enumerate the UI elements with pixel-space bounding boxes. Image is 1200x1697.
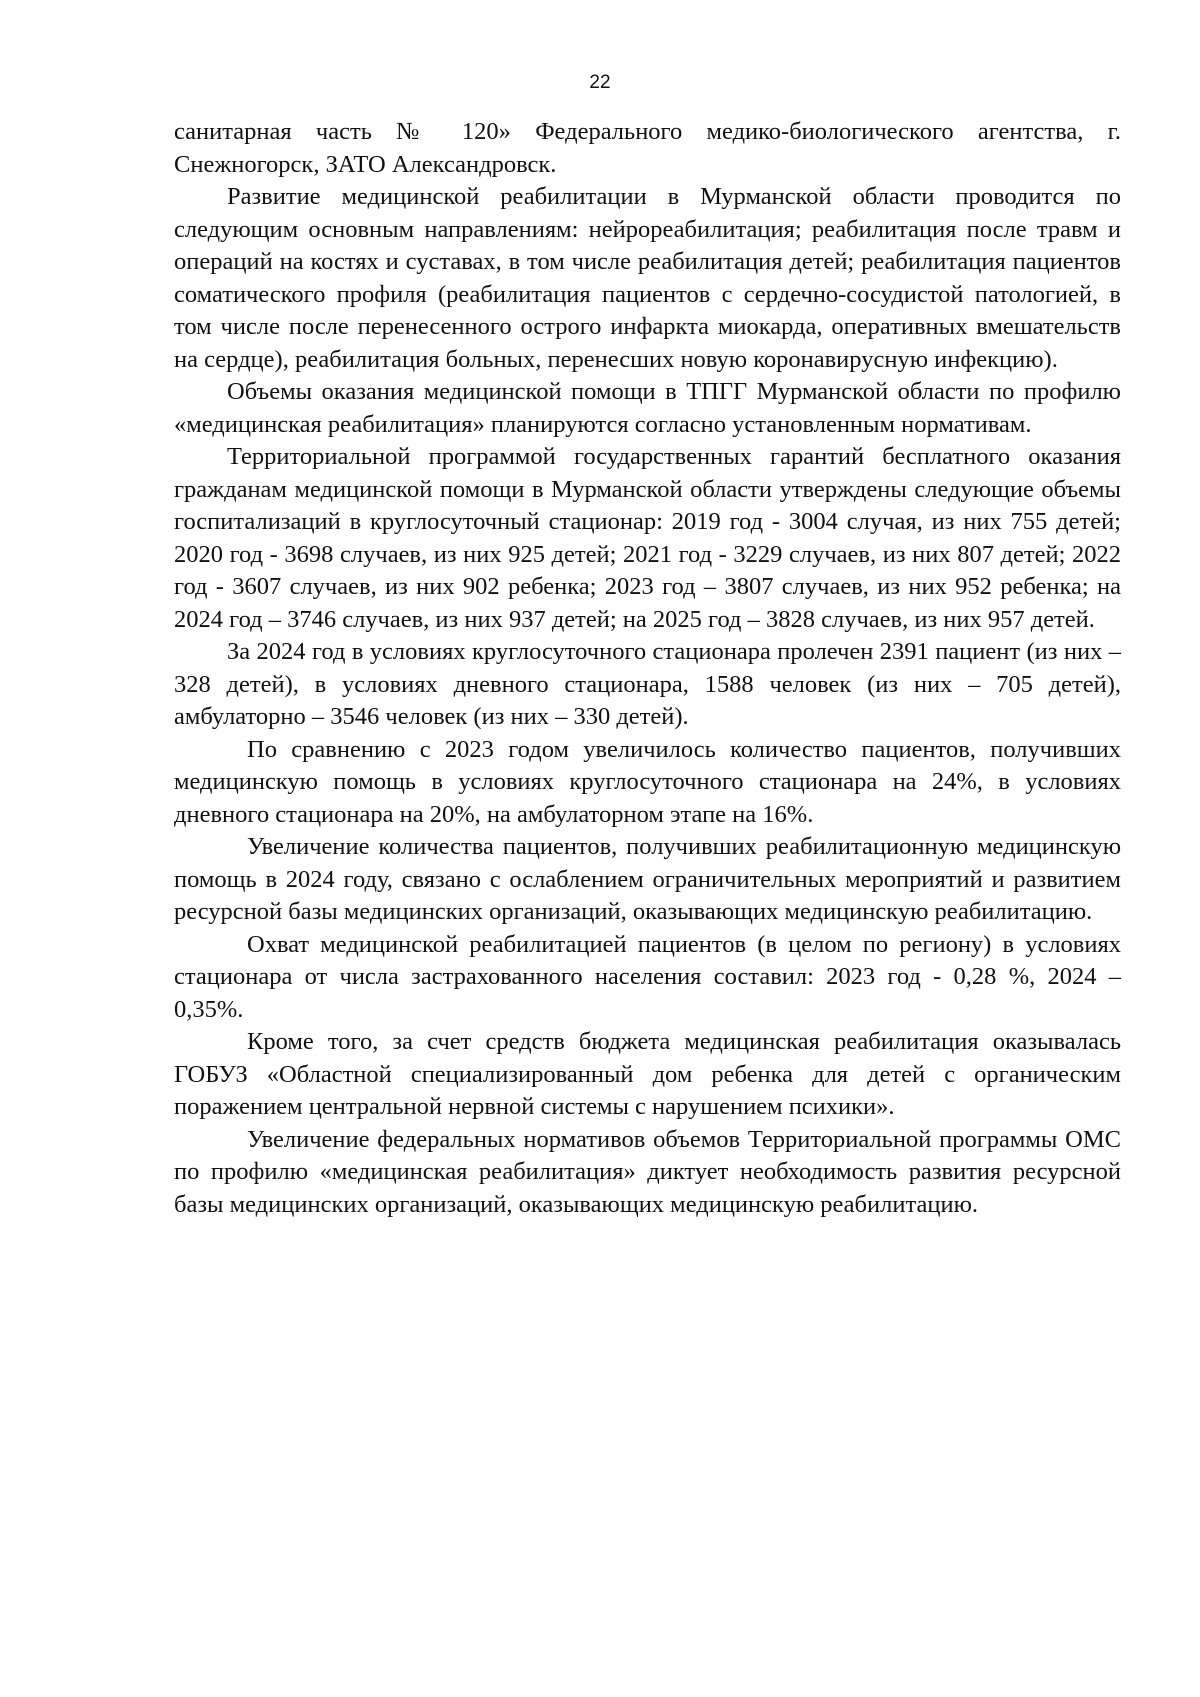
paragraph-continuation: санитарная часть № 120» Федерального медико-биологического агентства, г. Снежногорск, ЗАТО Александровск.: [174, 118, 1121, 178]
paragraph-rehab-directions: Развитие медицинской реабилитации в Мурманской области проводится по следующим основным направлениям: нейрореабилитация; реабилитация после травм и операций на костях и суставах, в том числе реабилитация детей; реабилитация пациентов соматического профиля (реабилитация пациентов с сердечно-сосудистой патологией, в том числе после перенесенного острого инфаркта миокарда, оперативных вмешательств на сердце), реабилитация больных, перенесших новую коронавирусную инфекцию).: [174, 183, 1121, 373]
paragraph-hospitalization-volumes: Территориальной программой государственных гарантий бесплатного оказания гражданам медицинской помощи в Мурманской области утверждены следующие объемы госпитализаций в круглосуточный стационар: 2019 год - 3004 случая, из них 755 детей; 2020 год - 3698 случаев, из них 925 детей; 2021 год - 3229 случаев, из них 807 детей; 2022 год - 3607 случаев, из них 902 ребенка; 2023 год – 3807 случаев, из них 952 ребенка; на 2024 год – 3746 случаев, из них 937 детей; на 2025 год – 3828 случаев, из них 957 детей.: [174, 443, 1121, 633]
paragraph-2024-treated: За 2024 год в условиях круглосуточного стационара пролечен 2391 пациент (из них – 328 детей), в условиях дневного стационара, 1588 человек (из них – 705 детей), амбулаторно – 3546 человек (из них – 330 детей).: [174, 638, 1121, 730]
document-body: [174, 116, 1121, 1221]
paragraph-coverage: Охват медицинской реабилитацией пациентов (в целом по региону) в условиях стационара от числа застрахованного населения составил: 2023 год - 0,28 %, 2024 – 0,35%.: [174, 930, 1121, 1023]
paragraph-budget-funding: Кроме того, за счет средств бюджета медицинская реабилитация оказывалась ГОБУЗ «Областной специализированный дом ребенка для детей с органическим поражением центральной нервной системы с нарушением психики».: [174, 1028, 1121, 1120]
paragraph-federal-norms: Увеличение федеральных нормативов объемов Территориальной программы ОМС по профилю «медицинская реабилитация» диктует необходимость развития ресурсной базы медицинских организаций, оказывающих медицинскую реабилитацию.: [174, 1125, 1121, 1218]
paragraph-volumes-planning: Объемы оказания медицинской помощи в ТПГГ Мурманской области по профилю «медицинская реабилитация» планируются согласно установленным нормативам.: [174, 378, 1121, 438]
paragraph-increase-reasons: Увеличение количества пациентов, получивших реабилитационную медицинскую помощь в 2024 году, связано с ослаблением ограничительных мероприятий и развитием ресурсной базы медицинских организаций, оказывающих медицинскую реабилитацию.: [174, 833, 1121, 925]
paragraph-comparison-2023: По сравнению с 2023 годом увеличилось количество пациентов, получивших медицинскую помощь в условиях круглосуточного стационара на 24%, в условиях дневного стационара на 20%, на амбулаторном этапе на 16%.: [174, 735, 1121, 828]
page-number: 22: [589, 72, 611, 93]
